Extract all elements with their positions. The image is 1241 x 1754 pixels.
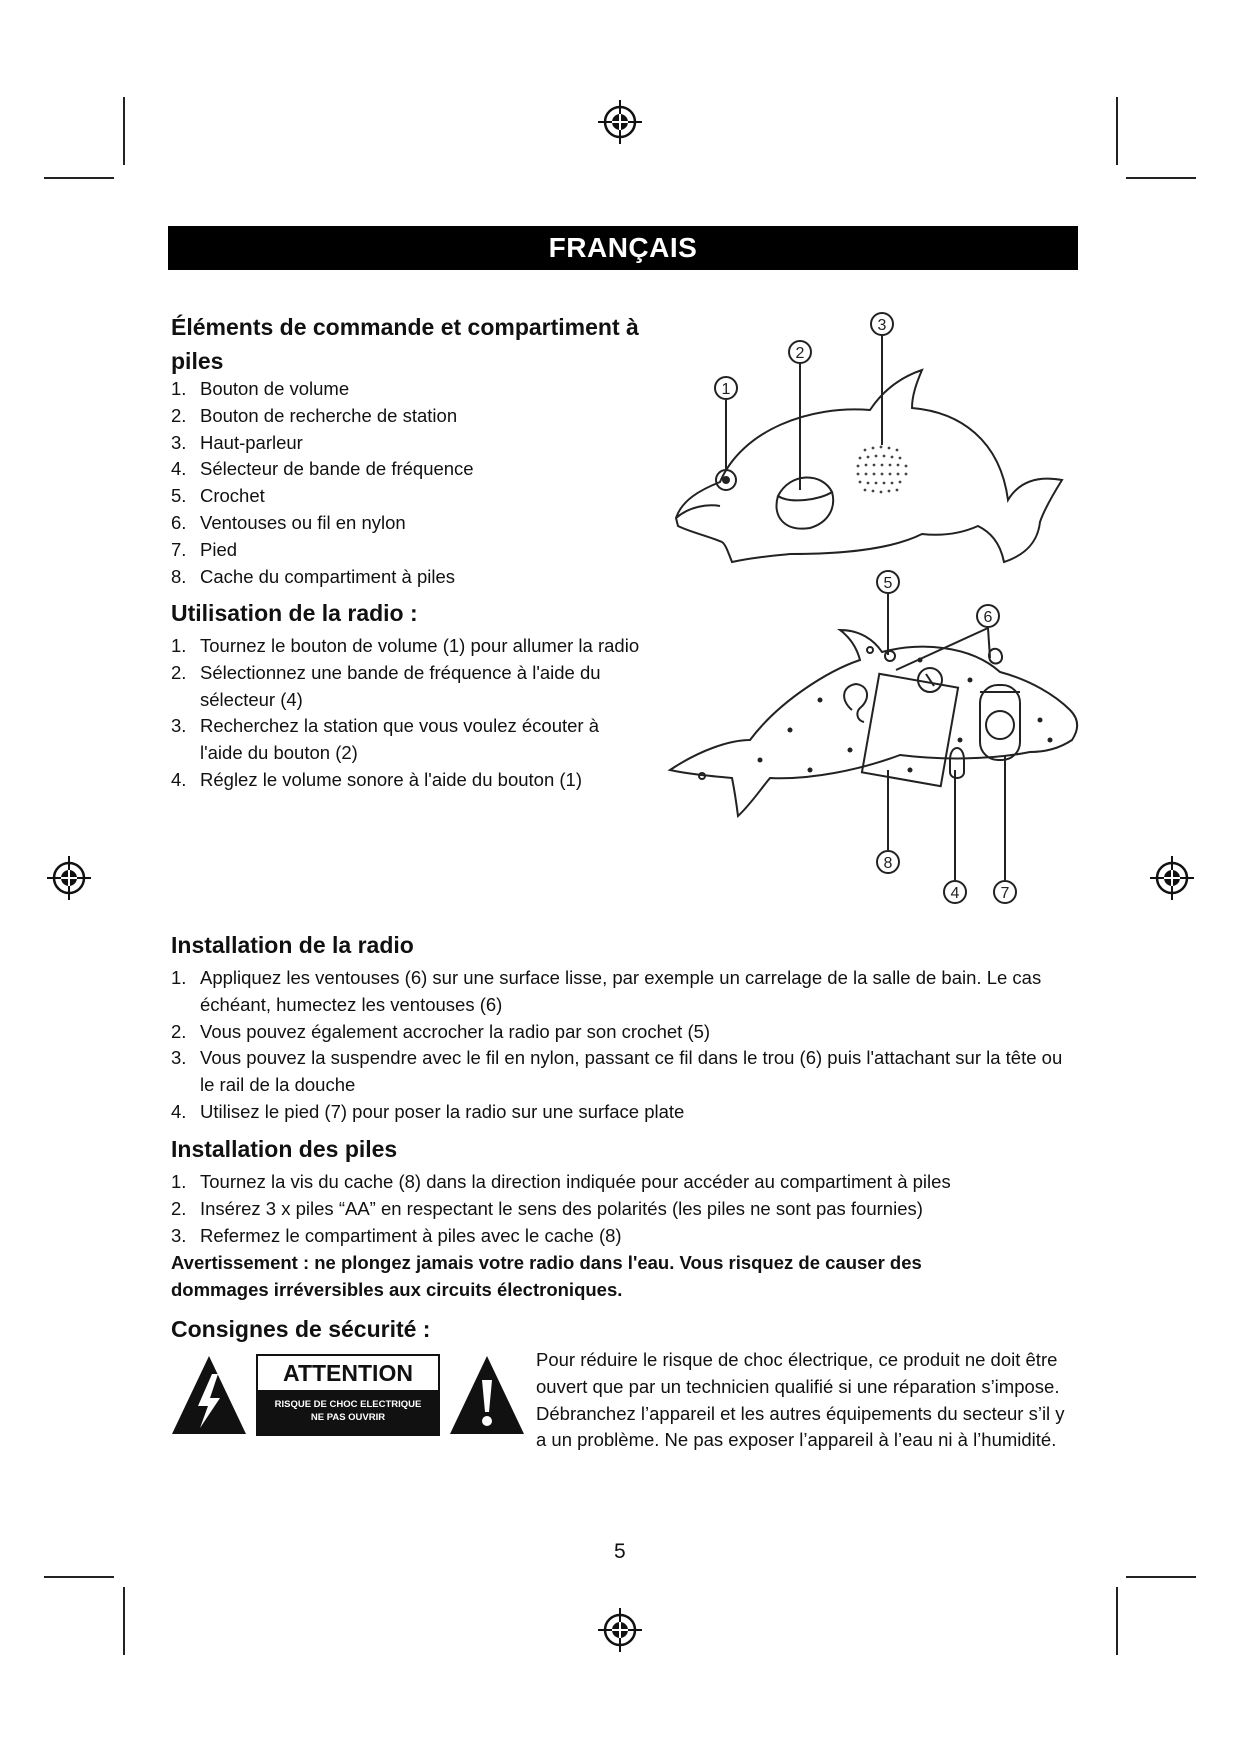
- crop-mark: [1116, 1587, 1118, 1655]
- svg-text:7: 7: [1000, 885, 1010, 902]
- list-item: 3. Recherchez la station que vous voulez écouter à l'aide du bouton (2): [171, 715, 600, 764]
- callout-2: [789, 341, 811, 363]
- batteries-list: [171, 1169, 1081, 1249]
- list-item: 3. Haut-parleur: [171, 431, 303, 453]
- list-item: 2. Sélectionnez une bande de fréquence à l'aide du sélecteur (4): [171, 661, 601, 710]
- crop-mark: [1126, 1576, 1196, 1578]
- batteries-title: Installation des piles: [171, 1136, 398, 1162]
- caution-warning-icon: [448, 1354, 526, 1436]
- registration-mark-icon: [598, 1608, 642, 1652]
- crop-mark: [123, 97, 125, 165]
- registration-mark-icon: [47, 856, 91, 900]
- crop-mark: [1126, 177, 1196, 179]
- dolphin-back-outline: [670, 630, 1077, 816]
- crop-mark: [44, 177, 114, 179]
- hook: [844, 684, 867, 722]
- dolphin-radio-diagram: [660, 300, 1090, 920]
- list-item: 1. Bouton de volume: [171, 378, 350, 399]
- svg-text:6: 6: [983, 609, 993, 626]
- callout-7: [994, 881, 1016, 903]
- list-item: 3. Refermez le compartiment à piles avec le cache (8): [171, 1224, 622, 1246]
- list-item: 1. Appliquez les ventouses (6) sur une surface lisse, par exemple un carrelage de la salle de bain. Le cas échéant, humectez les ventouses (6): [171, 967, 1042, 1015]
- callout-1: [715, 377, 737, 399]
- list-item: 1. Tournez le bouton de volume (1) pour allumer la radio: [171, 635, 640, 656]
- list-item: 2. Insérez 3 x piles “AA” en respectant le sens des polarités (les piles ne sont pas fournies): [171, 1197, 923, 1219]
- electric-shock-warning-icon: [170, 1354, 248, 1436]
- registration-mark-icon: [1150, 856, 1194, 900]
- dolphin-front-outline: [676, 370, 1062, 562]
- list-item: 3. Vous pouvez la suspendre avec le fil en nylon, passant ce fil dans le trou (6) puis l'attachant sur la tête ou le rail de la douche: [171, 1047, 1063, 1096]
- safety-title: Consignes de sécurité :: [171, 1316, 431, 1342]
- callout-6: [977, 605, 999, 627]
- crop-mark: [1116, 97, 1118, 165]
- callout-8: [877, 851, 899, 873]
- list-item: 4. Utilisez le pied (7) pour poser la radio sur une surface plate: [171, 1100, 685, 1122]
- list-item: 2. Vous pouvez également accrocher la radio par son crochet (5): [171, 1020, 711, 1042]
- installation-list: [171, 965, 1081, 1126]
- callout-5: [877, 571, 899, 593]
- callout-3: [871, 313, 893, 335]
- band-selector: [950, 748, 964, 778]
- list-item: 8. Cache du compartiment à piles: [171, 565, 456, 587]
- list-item: 7. Pied: [171, 538, 238, 560]
- list-item: 2. Bouton de recherche de station: [171, 404, 458, 426]
- attention-subtitle: RISQUE DE CHOC ELECTRIQUE NE PAS OUVRIR: [258, 1390, 438, 1434]
- attention-label-box: [256, 1354, 440, 1436]
- installation-title: Installation de la radio: [171, 932, 414, 958]
- svg-text:4: 4: [950, 885, 960, 902]
- svg-text:2: 2: [795, 345, 805, 362]
- speaker-grille: [857, 446, 908, 494]
- callout-4: [944, 881, 966, 903]
- svg-text:1: 1: [721, 381, 731, 398]
- attention-title: ATTENTION: [283, 1360, 413, 1386]
- list-item: 1. Tournez la vis du cache (8) dans la direction indiquée pour accéder au compartiment à piles: [171, 1171, 951, 1192]
- list-item: 4. Réglez le volume sonore à l'aide du bouton (1): [171, 768, 582, 790]
- list-item: 4. Sélecteur de bande de fréquence: [171, 458, 474, 480]
- safety-text: Pour réduire le risque de choc électrique, ce produit ne doit être ouvert que par un technicien qualifié si une réparation s’impose. Débranchez l’appareil et les autres équipements du secteur s’il y a un problème. Ne pas exposer l’appareil à l’eau ni à l’humidité.: [536, 1349, 1065, 1451]
- registration-mark-icon: [598, 100, 642, 144]
- list-item: 5. Crochet: [171, 485, 265, 507]
- usage-list: [171, 633, 641, 794]
- list-item: 6. Ventouses ou fil en nylon: [171, 511, 406, 533]
- controls-title-line2: piles: [171, 348, 224, 374]
- language-banner: FRANÇAIS: [168, 226, 1078, 270]
- controls-title-line1: Éléments de commande et compartiment à: [171, 314, 639, 340]
- water-warning: Avertissement : ne plongez jamais votre radio dans l'eau. Vous risquez de causer des dommages irréversibles aux circuits électroniques.: [171, 1252, 922, 1300]
- svg-text:8: 8: [883, 855, 893, 872]
- crop-mark: [123, 1587, 125, 1655]
- controls-list: [171, 376, 671, 590]
- controls-title: [171, 310, 639, 378]
- svg-text:5: 5: [883, 575, 893, 592]
- svg-text:3: 3: [877, 317, 887, 334]
- tuning-knob: [778, 477, 832, 500]
- crop-mark: [44, 1576, 114, 1578]
- usage-title: Utilisation de la radio :: [171, 600, 418, 626]
- page-number: 5: [614, 1540, 626, 1563]
